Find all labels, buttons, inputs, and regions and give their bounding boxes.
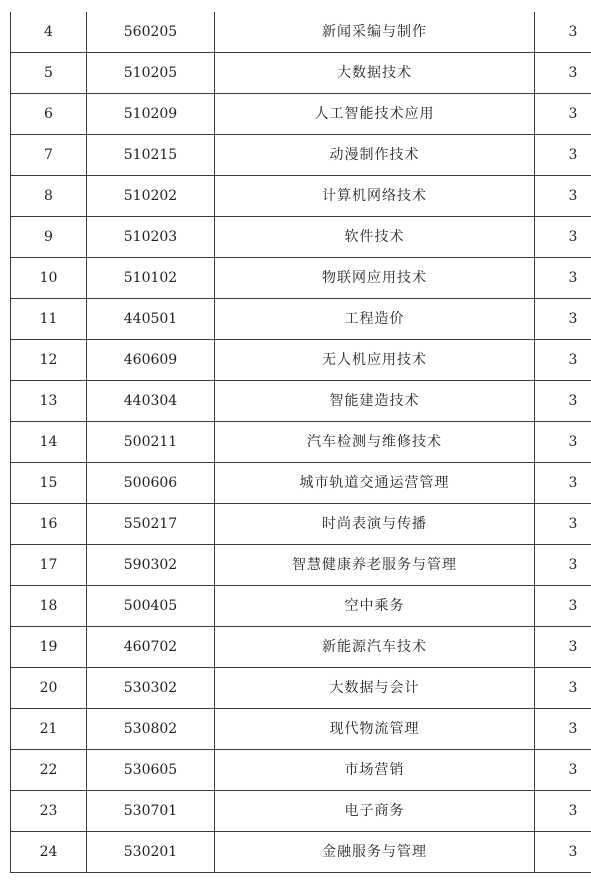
study-years-cell: 3 — [535, 750, 591, 791]
row-index-cell: 8 — [11, 176, 87, 217]
table-row — [11, 463, 591, 504]
study-years-cell: 3 — [535, 832, 591, 873]
major-name-cell: 计算机网络技术 — [215, 176, 535, 217]
major-name-cell: 汽车检测与维修技术 — [215, 422, 535, 463]
major-name-cell: 新能源汽车技术 — [215, 627, 535, 668]
table-row — [11, 94, 591, 135]
major-code-cell: 560205 — [87, 12, 215, 53]
row-index-cell: 7 — [11, 135, 87, 176]
study-years-cell: 3 — [535, 709, 591, 750]
major-code-cell: 510203 — [87, 217, 215, 258]
row-index-cell: 14 — [11, 422, 87, 463]
major-code-cell: 440304 — [87, 381, 215, 422]
row-index-cell: 15 — [11, 463, 87, 504]
row-index-cell: 20 — [11, 668, 87, 709]
major-code-cell: 510215 — [87, 135, 215, 176]
row-index-cell: 21 — [11, 709, 87, 750]
study-years-cell: 3 — [535, 217, 591, 258]
majors-table-body — [11, 12, 591, 873]
major-name-cell: 电子商务 — [215, 791, 535, 832]
row-index-cell: 18 — [11, 586, 87, 627]
major-name-cell: 城市轨道交通运营管理 — [215, 463, 535, 504]
study-years-cell: 3 — [535, 299, 591, 340]
table-row — [11, 627, 591, 668]
study-years-cell: 3 — [535, 791, 591, 832]
major-name-cell: 无人机应用技术 — [215, 340, 535, 381]
major-code-cell: 460702 — [87, 627, 215, 668]
row-index-cell: 6 — [11, 94, 87, 135]
study-years-cell: 3 — [535, 94, 591, 135]
row-index-cell: 23 — [11, 791, 87, 832]
table-row — [11, 586, 591, 627]
study-years-cell: 3 — [535, 668, 591, 709]
majors-table-container — [10, 12, 581, 873]
study-years-cell: 3 — [535, 53, 591, 94]
study-years-cell: 3 — [535, 463, 591, 504]
major-name-cell: 物联网应用技术 — [215, 258, 535, 299]
major-code-cell: 530802 — [87, 709, 215, 750]
major-code-cell: 530605 — [87, 750, 215, 791]
major-name-cell: 新闻采编与制作 — [215, 12, 535, 53]
row-index-cell: 16 — [11, 504, 87, 545]
major-code-cell: 510202 — [87, 176, 215, 217]
major-name-cell: 大数据与会计 — [215, 668, 535, 709]
table-row — [11, 545, 591, 586]
majors-table — [10, 12, 591, 873]
row-index-cell: 10 — [11, 258, 87, 299]
major-code-cell: 530302 — [87, 668, 215, 709]
row-index-cell: 5 — [11, 53, 87, 94]
major-code-cell: 590302 — [87, 545, 215, 586]
study-years-cell: 3 — [535, 504, 591, 545]
row-index-cell: 22 — [11, 750, 87, 791]
table-row — [11, 381, 591, 422]
table-row — [11, 217, 591, 258]
table-row — [11, 12, 591, 53]
row-index-cell: 24 — [11, 832, 87, 873]
row-index-cell: 13 — [11, 381, 87, 422]
study-years-cell: 3 — [535, 12, 591, 53]
study-years-cell: 3 — [535, 545, 591, 586]
row-index-cell: 12 — [11, 340, 87, 381]
major-code-cell: 550217 — [87, 504, 215, 545]
row-index-cell: 11 — [11, 299, 87, 340]
major-code-cell: 510209 — [87, 94, 215, 135]
major-name-cell: 时尚表演与传播 — [215, 504, 535, 545]
major-name-cell: 动漫制作技术 — [215, 135, 535, 176]
table-row — [11, 299, 591, 340]
row-index-cell: 17 — [11, 545, 87, 586]
table-row — [11, 709, 591, 750]
major-code-cell: 460609 — [87, 340, 215, 381]
major-name-cell: 软件技术 — [215, 217, 535, 258]
study-years-cell: 3 — [535, 176, 591, 217]
table-row — [11, 504, 591, 545]
major-code-cell: 530201 — [87, 832, 215, 873]
table-row — [11, 258, 591, 299]
major-name-cell: 智慧健康养老服务与管理 — [215, 545, 535, 586]
row-index-cell: 4 — [11, 12, 87, 53]
major-name-cell: 市场营销 — [215, 750, 535, 791]
major-code-cell: 510102 — [87, 258, 215, 299]
study-years-cell: 3 — [535, 422, 591, 463]
study-years-cell: 3 — [535, 586, 591, 627]
major-name-cell: 智能建造技术 — [215, 381, 535, 422]
study-years-cell: 3 — [535, 627, 591, 668]
major-name-cell: 工程造价 — [215, 299, 535, 340]
study-years-cell: 3 — [535, 340, 591, 381]
table-row — [11, 422, 591, 463]
table-row — [11, 750, 591, 791]
major-name-cell: 现代物流管理 — [215, 709, 535, 750]
table-row — [11, 832, 591, 873]
major-code-cell: 440501 — [87, 299, 215, 340]
table-row — [11, 135, 591, 176]
study-years-cell: 3 — [535, 258, 591, 299]
major-code-cell: 530701 — [87, 791, 215, 832]
study-years-cell: 3 — [535, 135, 591, 176]
row-index-cell: 9 — [11, 217, 87, 258]
major-code-cell: 500405 — [87, 586, 215, 627]
major-code-cell: 510205 — [87, 53, 215, 94]
major-code-cell: 500606 — [87, 463, 215, 504]
major-name-cell: 金融服务与管理 — [215, 832, 535, 873]
row-index-cell: 19 — [11, 627, 87, 668]
table-row — [11, 791, 591, 832]
table-row — [11, 340, 591, 381]
major-name-cell: 空中乘务 — [215, 586, 535, 627]
table-row — [11, 53, 591, 94]
major-name-cell: 大数据技术 — [215, 53, 535, 94]
study-years-cell: 3 — [535, 381, 591, 422]
major-name-cell: 人工智能技术应用 — [215, 94, 535, 135]
table-row — [11, 668, 591, 709]
major-code-cell: 500211 — [87, 422, 215, 463]
table-row — [11, 176, 591, 217]
